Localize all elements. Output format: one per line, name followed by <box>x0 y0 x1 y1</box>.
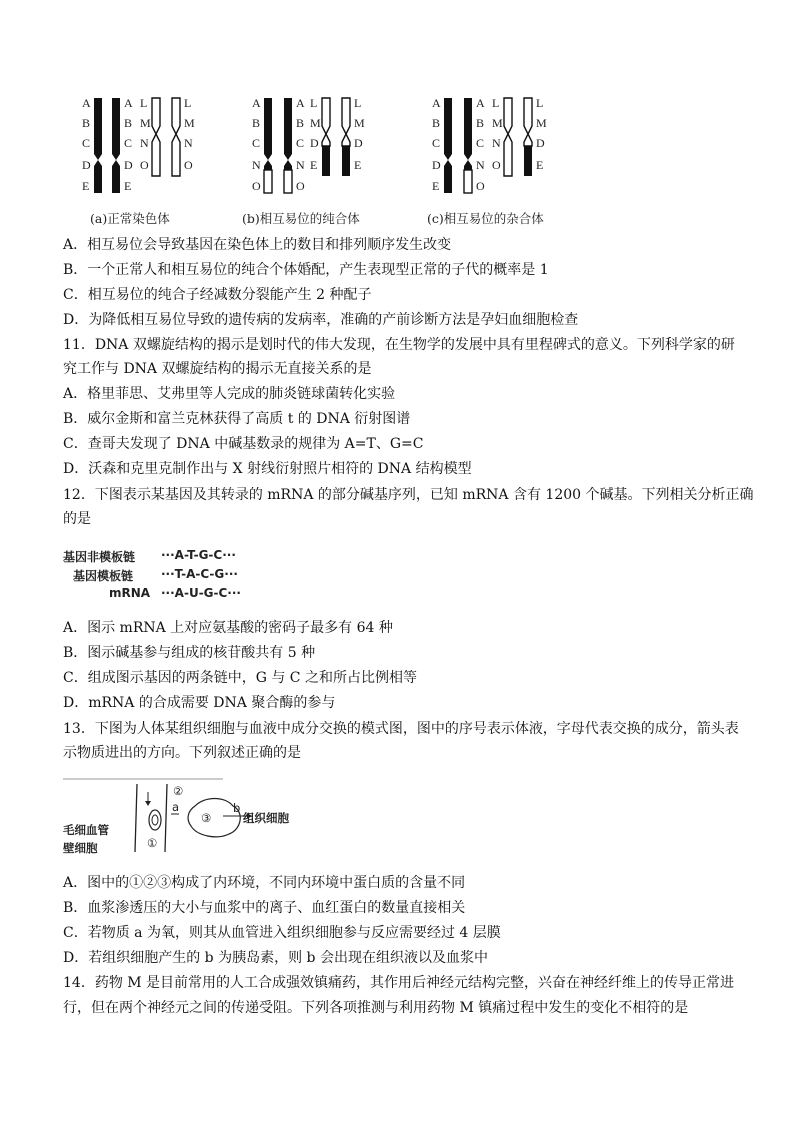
svg-text:C: C <box>296 136 305 150</box>
chromosome-white <box>172 98 180 176</box>
svg-text:C: C <box>252 136 261 150</box>
q12-stem: 12．下图表示某基因及其转录的 mRNA 的部分碱基序列，已知 mRNA 含有 1200 个碱基。下列相关分析正确 <box>63 487 754 503</box>
svg-text:N: N <box>476 158 485 172</box>
svg-text:A: A <box>296 96 305 110</box>
q10-option-c: C．相互易位的纯合子经减数分裂能产生 2 种配子 <box>63 287 372 303</box>
svg-text:E: E <box>310 158 318 172</box>
q12-option-a: A．图示 mRNA 上对应氨基酸的密码子最多有 64 种 <box>63 620 393 636</box>
svg-text:L: L <box>184 96 192 110</box>
tissue-exchange-figure <box>63 778 303 854</box>
chromosome-white <box>504 98 512 176</box>
seq-label-nontemplate: 基因非模板链 <box>63 550 136 564</box>
q14-stem: 14．药物 M 是目前常用的人工合成强效镇痛药，其作用后神经元结构完整，兴奋在神经纤维上的传导正常进 <box>63 975 735 991</box>
q12-option-b: B．图示碱基参与组成的核苷酸共有 5 种 <box>63 645 316 661</box>
q11-option-c: C．查哥夫发现了 DNA 中碱基数录的规律为 A=T、G=C <box>63 436 424 452</box>
svg-text:B: B <box>124 116 133 130</box>
chromosome-black <box>444 98 452 193</box>
svg-text:O: O <box>492 158 501 172</box>
chromosome-mixed <box>264 98 272 170</box>
svg-text:N: N <box>184 136 193 150</box>
svg-text:D: D <box>536 136 545 150</box>
seq-value-mrna: ···A-U-G-C··· <box>161 586 241 600</box>
panel-a-normal <box>82 96 195 193</box>
svg-text:L: L <box>310 96 318 110</box>
fig13-label-capillary: 毛细血管 <box>63 823 109 837</box>
chromosome-black <box>94 98 102 193</box>
base-sequence-figure <box>63 548 253 606</box>
chromosome-mixed <box>284 98 292 170</box>
svg-text:L: L <box>536 96 544 110</box>
svg-text:M: M <box>354 116 365 130</box>
svg-text:O: O <box>140 158 149 172</box>
svg-text:C: C <box>82 136 91 150</box>
chromosome-white <box>152 98 160 176</box>
seq-label-mrna: mRNA <box>109 586 151 600</box>
chromosome-mixed <box>524 98 532 146</box>
svg-text:D: D <box>124 158 133 172</box>
panel-c-heterozygous <box>432 96 547 193</box>
figure-caption-c: (c)相互易位的杂合体 <box>427 211 544 226</box>
svg-text:M: M <box>310 116 321 130</box>
q12-option-c: C．组成图示基因的两条链中，G 与 C 之和所占比例相等 <box>63 670 417 686</box>
svg-text:L: L <box>140 96 148 110</box>
svg-text:N: N <box>492 136 501 150</box>
svg-text:M: M <box>140 116 151 130</box>
svg-text:C: C <box>476 136 485 150</box>
q11-stem-cont: 究工作与 DNA 双螺旋结构的揭示无直接关系的是 <box>63 361 372 377</box>
svg-text:O: O <box>184 158 193 172</box>
svg-text:E: E <box>536 158 544 172</box>
fig13-mark-2: ② <box>173 784 184 798</box>
svg-text:C: C <box>124 136 133 150</box>
svg-text:M: M <box>536 116 547 130</box>
q13-option-b: B．血浆渗透压的大小与血浆中的离子、血红蛋白的数量直接相关 <box>63 900 466 916</box>
svg-text:M: M <box>492 116 503 130</box>
chromosome-mixed <box>342 98 350 146</box>
svg-text:D: D <box>354 136 363 150</box>
figure-caption-b: (b)相互易位的纯合体 <box>242 211 360 226</box>
svg-text:A: A <box>124 96 133 110</box>
svg-text:M: M <box>184 116 195 130</box>
svg-text:B: B <box>296 116 305 130</box>
svg-text:E: E <box>432 179 440 193</box>
svg-text:L: L <box>354 96 362 110</box>
q11-option-b: B．威尔金斯和富兰克林获得了高质 t 的 DNA 衍射图谱 <box>63 411 411 427</box>
seq-value-template: ···T-A-C-G··· <box>161 567 238 581</box>
chromosome-figure <box>70 90 570 202</box>
chromosome-mixed <box>322 98 330 146</box>
svg-text:N: N <box>252 158 261 172</box>
figure-caption-a: (a)正常染色体 <box>90 211 170 226</box>
q10-option-b: B．一个正常人和相互易位的纯合个体婚配，产生表现型正常的子代的概率是 1 <box>63 262 549 278</box>
svg-text:E: E <box>82 179 90 193</box>
svg-text:O: O <box>252 179 261 193</box>
q14-stem-cont: 行，但在两个神经元之间的传递受阻。下列各项推测与利用药物 M 镇痛过程中发生的变化不相符的是 <box>63 1000 689 1016</box>
svg-text:L: L <box>492 96 500 110</box>
fig13-mark-3: ③ <box>201 811 212 825</box>
q12-stem-cont: 的是 <box>63 511 91 527</box>
svg-text:D: D <box>82 158 91 172</box>
q13-option-a: A．图中的①②③构成了内环境，不同内环境中蛋白质的含量不同 <box>63 875 466 891</box>
q11-option-d: D．沃森和克里克制作出与 X 射线衍射照片相符的 DNA 结构模型 <box>63 461 472 477</box>
svg-text:B: B <box>252 116 261 130</box>
q10-option-d: D．为降低相互易位导致的遗传病的发病率，准确的产前诊断方法是孕妇血细胞检查 <box>63 312 579 328</box>
svg-text:N: N <box>140 136 149 150</box>
svg-text:O: O <box>296 179 305 193</box>
chromosome-mixed <box>464 98 472 170</box>
svg-text:B: B <box>82 116 91 130</box>
panel-b-homozygous <box>252 96 365 193</box>
svg-text:A: A <box>432 96 441 110</box>
svg-text:D: D <box>432 158 441 172</box>
svg-text:A: A <box>476 96 485 110</box>
chromosome-black <box>112 98 120 193</box>
q11-option-a: A．格里菲思、艾弗里等人完成的肺炎链球菌转化实验 <box>63 386 396 402</box>
svg-text:E: E <box>124 179 132 193</box>
svg-text:A: A <box>82 96 91 110</box>
q13-option-d: D．若组织细胞产生的 b 为胰岛素，则 b 会出现在组织液以及血浆中 <box>63 950 488 966</box>
svg-text:A: A <box>252 96 261 110</box>
svg-text:C: C <box>432 136 441 150</box>
fig13-label-capillary-wall: 壁细胞 <box>63 841 98 855</box>
svg-text:D: D <box>310 136 319 150</box>
q10-option-a: A．相互易位会导致基因在染色体上的数目和排列顺序发生改变 <box>63 237 452 253</box>
q11-stem: 11．DNA 双螺旋结构的揭示是划时代的伟大发现，在生物学的发展中具有里程碑式的意义。下列科学家的研 <box>63 337 735 353</box>
fig13-mark-1: ① <box>147 836 158 850</box>
svg-text:E: E <box>354 158 362 172</box>
q13-stem: 13．下图为人体某组织细胞与血液中成分交换的模式图，图中的序号表示体液，字母代表交换的成分，箭头表 <box>63 721 739 737</box>
seq-value-nontemplate: ···A-T-G-C··· <box>161 548 236 562</box>
q12-option-d: D．mRNA 的合成需要 DNA 聚合酶的参与 <box>63 695 336 711</box>
svg-text:B: B <box>432 116 441 130</box>
fig13-letter-a: a <box>172 800 180 814</box>
svg-text:O: O <box>476 179 485 193</box>
q13-stem-cont: 示物质进出的方向。下列叙述正确的是 <box>63 745 301 761</box>
svg-text:N: N <box>296 158 305 172</box>
seq-label-template: 基因模板链 <box>73 569 134 583</box>
q13-option-c: C．若物质 a 为氧，则其从血管进入组织细胞参与反应需要经过 4 层膜 <box>63 925 501 941</box>
fig13-letter-b: b <box>233 801 241 815</box>
svg-text:B: B <box>476 116 485 130</box>
fig13-label-tissue-cell: 组织细胞 <box>243 811 289 825</box>
